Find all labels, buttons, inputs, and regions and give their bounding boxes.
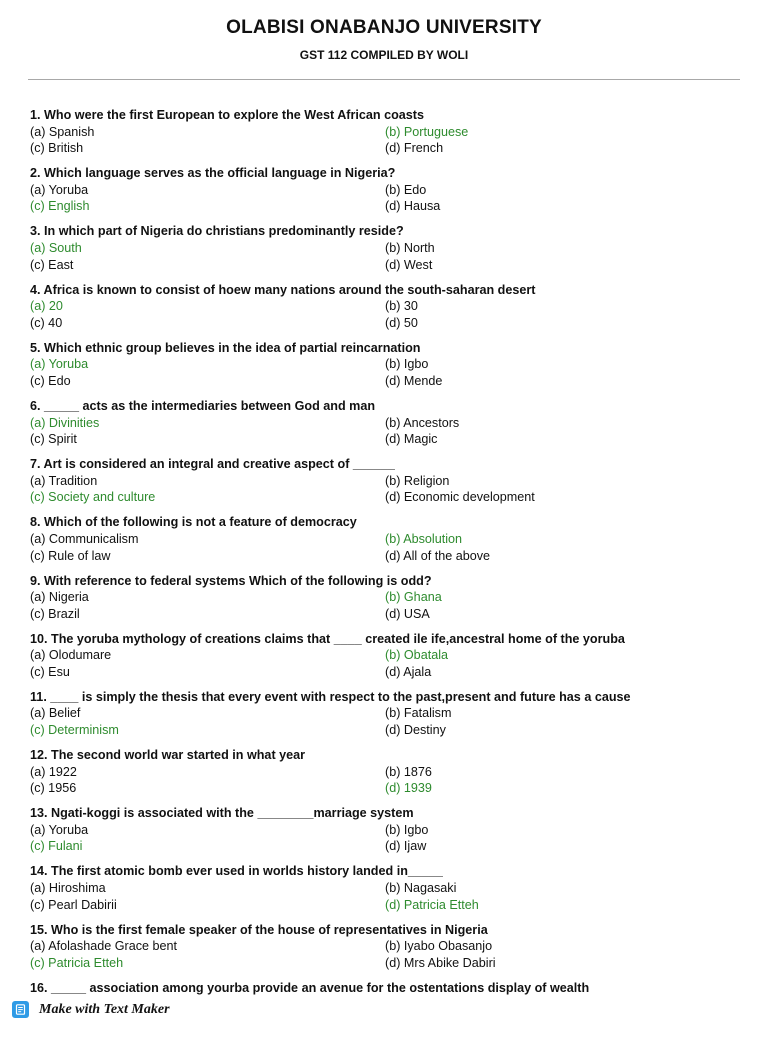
correct-answer-option: (b) Portuguese	[385, 124, 469, 139]
question-text: 7. Art is considered an integral and creative aspect of ______	[30, 457, 395, 472]
answer-options	[30, 764, 748, 797]
answer-option: (a) 1922	[30, 764, 77, 779]
text-maker-logo-icon	[12, 1001, 29, 1018]
answer-option: (d) Ijaw	[385, 839, 427, 854]
question-item	[30, 340, 748, 398]
answer-option: (a) Spanish	[30, 124, 95, 139]
footer-watermark	[12, 1001, 170, 1018]
question-item	[30, 282, 748, 340]
answer-option: (d) USA	[385, 606, 430, 621]
question-text: 10. The yoruba mythology of creations claims that ____ created ile ife,ancestral home of the yoruba	[30, 631, 625, 646]
question-text: 3. In which part of Nigeria do christians predominantly reside?	[30, 224, 404, 239]
question-text: 6. _____ acts as the intermediaries between God and man	[30, 398, 376, 413]
question-item	[30, 107, 748, 165]
answer-option: (d) Mende	[385, 373, 443, 388]
correct-answer-option: (c) Fulani	[30, 839, 83, 854]
answer-options	[30, 531, 748, 564]
document-header	[0, 0, 768, 62]
answer-options	[30, 124, 748, 157]
answer-option: (c) Rule of law	[30, 548, 111, 563]
correct-answer-option: (c) Determinism	[30, 723, 119, 738]
answer-options	[30, 298, 748, 331]
answer-option: (b) Iyabo Obasanjo	[385, 939, 493, 954]
answer-options	[30, 647, 748, 680]
question-text: 4. Africa is known to consist of hoew many nations around the south-saharan desert	[30, 282, 536, 297]
answer-option: (c) Pearl Dabirii	[30, 897, 117, 912]
answer-option: (d) 50	[385, 315, 418, 330]
correct-answer-option: (a) 20	[30, 299, 63, 314]
question-item	[30, 456, 748, 514]
correct-answer-option: (d) Patricia Etteh	[385, 897, 479, 912]
answer-option: (d) Economic development	[385, 490, 535, 505]
question-item	[30, 223, 748, 281]
answer-option: (d) French	[385, 141, 444, 156]
answer-option: (c) Edo	[30, 373, 71, 388]
answer-option: (a) Communicalism	[30, 531, 139, 546]
question-item	[30, 805, 748, 863]
question-text: 13. Ngati-koggi is associated with the ________marriage system	[30, 806, 414, 821]
correct-answer-option: (c) Patricia Etteh	[30, 955, 124, 970]
answer-options	[30, 182, 748, 215]
answer-option: (a) Hiroshima	[30, 881, 106, 896]
question-item	[30, 514, 748, 572]
answer-option: (b) Ancestors	[385, 415, 460, 430]
answer-option: (a) Belief	[30, 706, 81, 721]
answer-option: (b) Nagasaki	[385, 881, 457, 896]
question-list	[30, 107, 748, 1038]
answer-option: (d) Ajala	[385, 664, 432, 679]
answer-option: (c) Brazil	[30, 606, 80, 621]
answer-option: (d) Mrs Abike Dabiri	[385, 955, 496, 970]
answer-option: (a) Yoruba	[30, 822, 89, 837]
correct-answer-option: (a) Divinities	[30, 415, 100, 430]
question-text: 12. The second world war started in what year	[30, 748, 306, 763]
answer-option: (a) Yoruba	[30, 182, 89, 197]
answer-options	[30, 589, 748, 622]
answer-option: (c) British	[30, 141, 84, 156]
correct-answer-option: (d) 1939	[385, 781, 432, 796]
answer-option: (c) East	[30, 257, 74, 272]
question-text: 5. Which ethnic group believes in the idea of partial reincarnation	[30, 340, 421, 355]
question-text: 14. The first atomic bomb ever used in worlds history landed in_____	[30, 864, 443, 879]
answer-option: (d) Destiny	[385, 723, 446, 738]
answer-option: (d) All of the above	[385, 548, 491, 563]
question-text: 9. With reference to federal systems Which of the following is odd?	[30, 573, 432, 588]
answer-option: (c) Esu	[30, 664, 70, 679]
question-item	[30, 863, 748, 921]
answer-options	[30, 356, 748, 389]
answer-option: (c) 1956	[30, 781, 77, 796]
correct-answer-option: (a) South	[30, 240, 82, 255]
answer-option: (c) 40	[30, 315, 63, 330]
answer-option: (b) Religion	[385, 473, 450, 488]
answer-option: (a) Afolashade Grace bent	[30, 939, 178, 954]
question-item	[30, 573, 748, 631]
answer-option: (c) Spirit	[30, 432, 77, 447]
answer-option: (b) 30	[385, 299, 418, 314]
question-text: 11. ____ is simply the thesis that every event with respect to the past,present and future has a cause	[30, 689, 631, 704]
answer-option: (b) 1876	[385, 764, 432, 779]
correct-answer-option: (b) Absolution	[385, 531, 463, 546]
question-text: 2. Which language serves as the official language in Nigeria?	[30, 166, 396, 181]
answer-option: (d) Hausa	[385, 199, 441, 214]
correct-answer-option: (b) Obatala	[385, 648, 448, 663]
answer-option: (b) Fatalism	[385, 706, 452, 721]
question-text: 8. Which of the following is not a feature of democracy	[30, 515, 357, 530]
footer-text: Make with Text Maker	[39, 1001, 170, 1017]
answer-options	[30, 415, 748, 448]
answer-options	[30, 822, 748, 855]
question-item	[30, 747, 748, 805]
answer-option: (a) Olodumare	[30, 648, 112, 663]
answer-option: (b) Igbo	[385, 822, 429, 837]
answer-option: (b) North	[385, 240, 435, 255]
question-item	[30, 689, 748, 747]
answer-options	[30, 473, 748, 506]
question-item	[30, 398, 748, 456]
answer-option: (d) West	[385, 257, 433, 272]
answer-options	[30, 938, 748, 971]
header-divider	[28, 79, 740, 80]
document-title: OLABISI ONABANJO UNIVERSITY	[226, 17, 542, 38]
correct-answer-option: (a) Yoruba	[30, 357, 89, 372]
answer-option: (a) Tradition	[30, 473, 98, 488]
answer-options	[30, 880, 748, 913]
question-item	[30, 165, 748, 223]
correct-answer-option: (b) Ghana	[385, 590, 442, 605]
question-text: 15. Who is the first female speaker of the house of representatives in Nigeria	[30, 922, 488, 937]
answer-option: (d) Magic	[385, 432, 438, 447]
answer-option: (b) Igbo	[385, 357, 429, 372]
question-text: 16. _____ association among yourba provide an avenue for the ostentations display of wealth	[30, 980, 590, 995]
answer-option: (a) Nigeria	[30, 590, 89, 605]
question-text: 1. Who were the first European to explore the West African coasts	[30, 108, 424, 122]
correct-answer-option: (c) English	[30, 199, 90, 214]
question-item	[30, 631, 748, 689]
answer-options	[30, 705, 748, 738]
correct-answer-option: (c) Society and culture	[30, 490, 156, 505]
question-item	[30, 922, 748, 980]
answer-option: (b) Edo	[385, 182, 427, 197]
document-subtitle: GST 112 COMPILED BY WOLI	[299, 48, 469, 62]
answer-options	[30, 240, 748, 273]
